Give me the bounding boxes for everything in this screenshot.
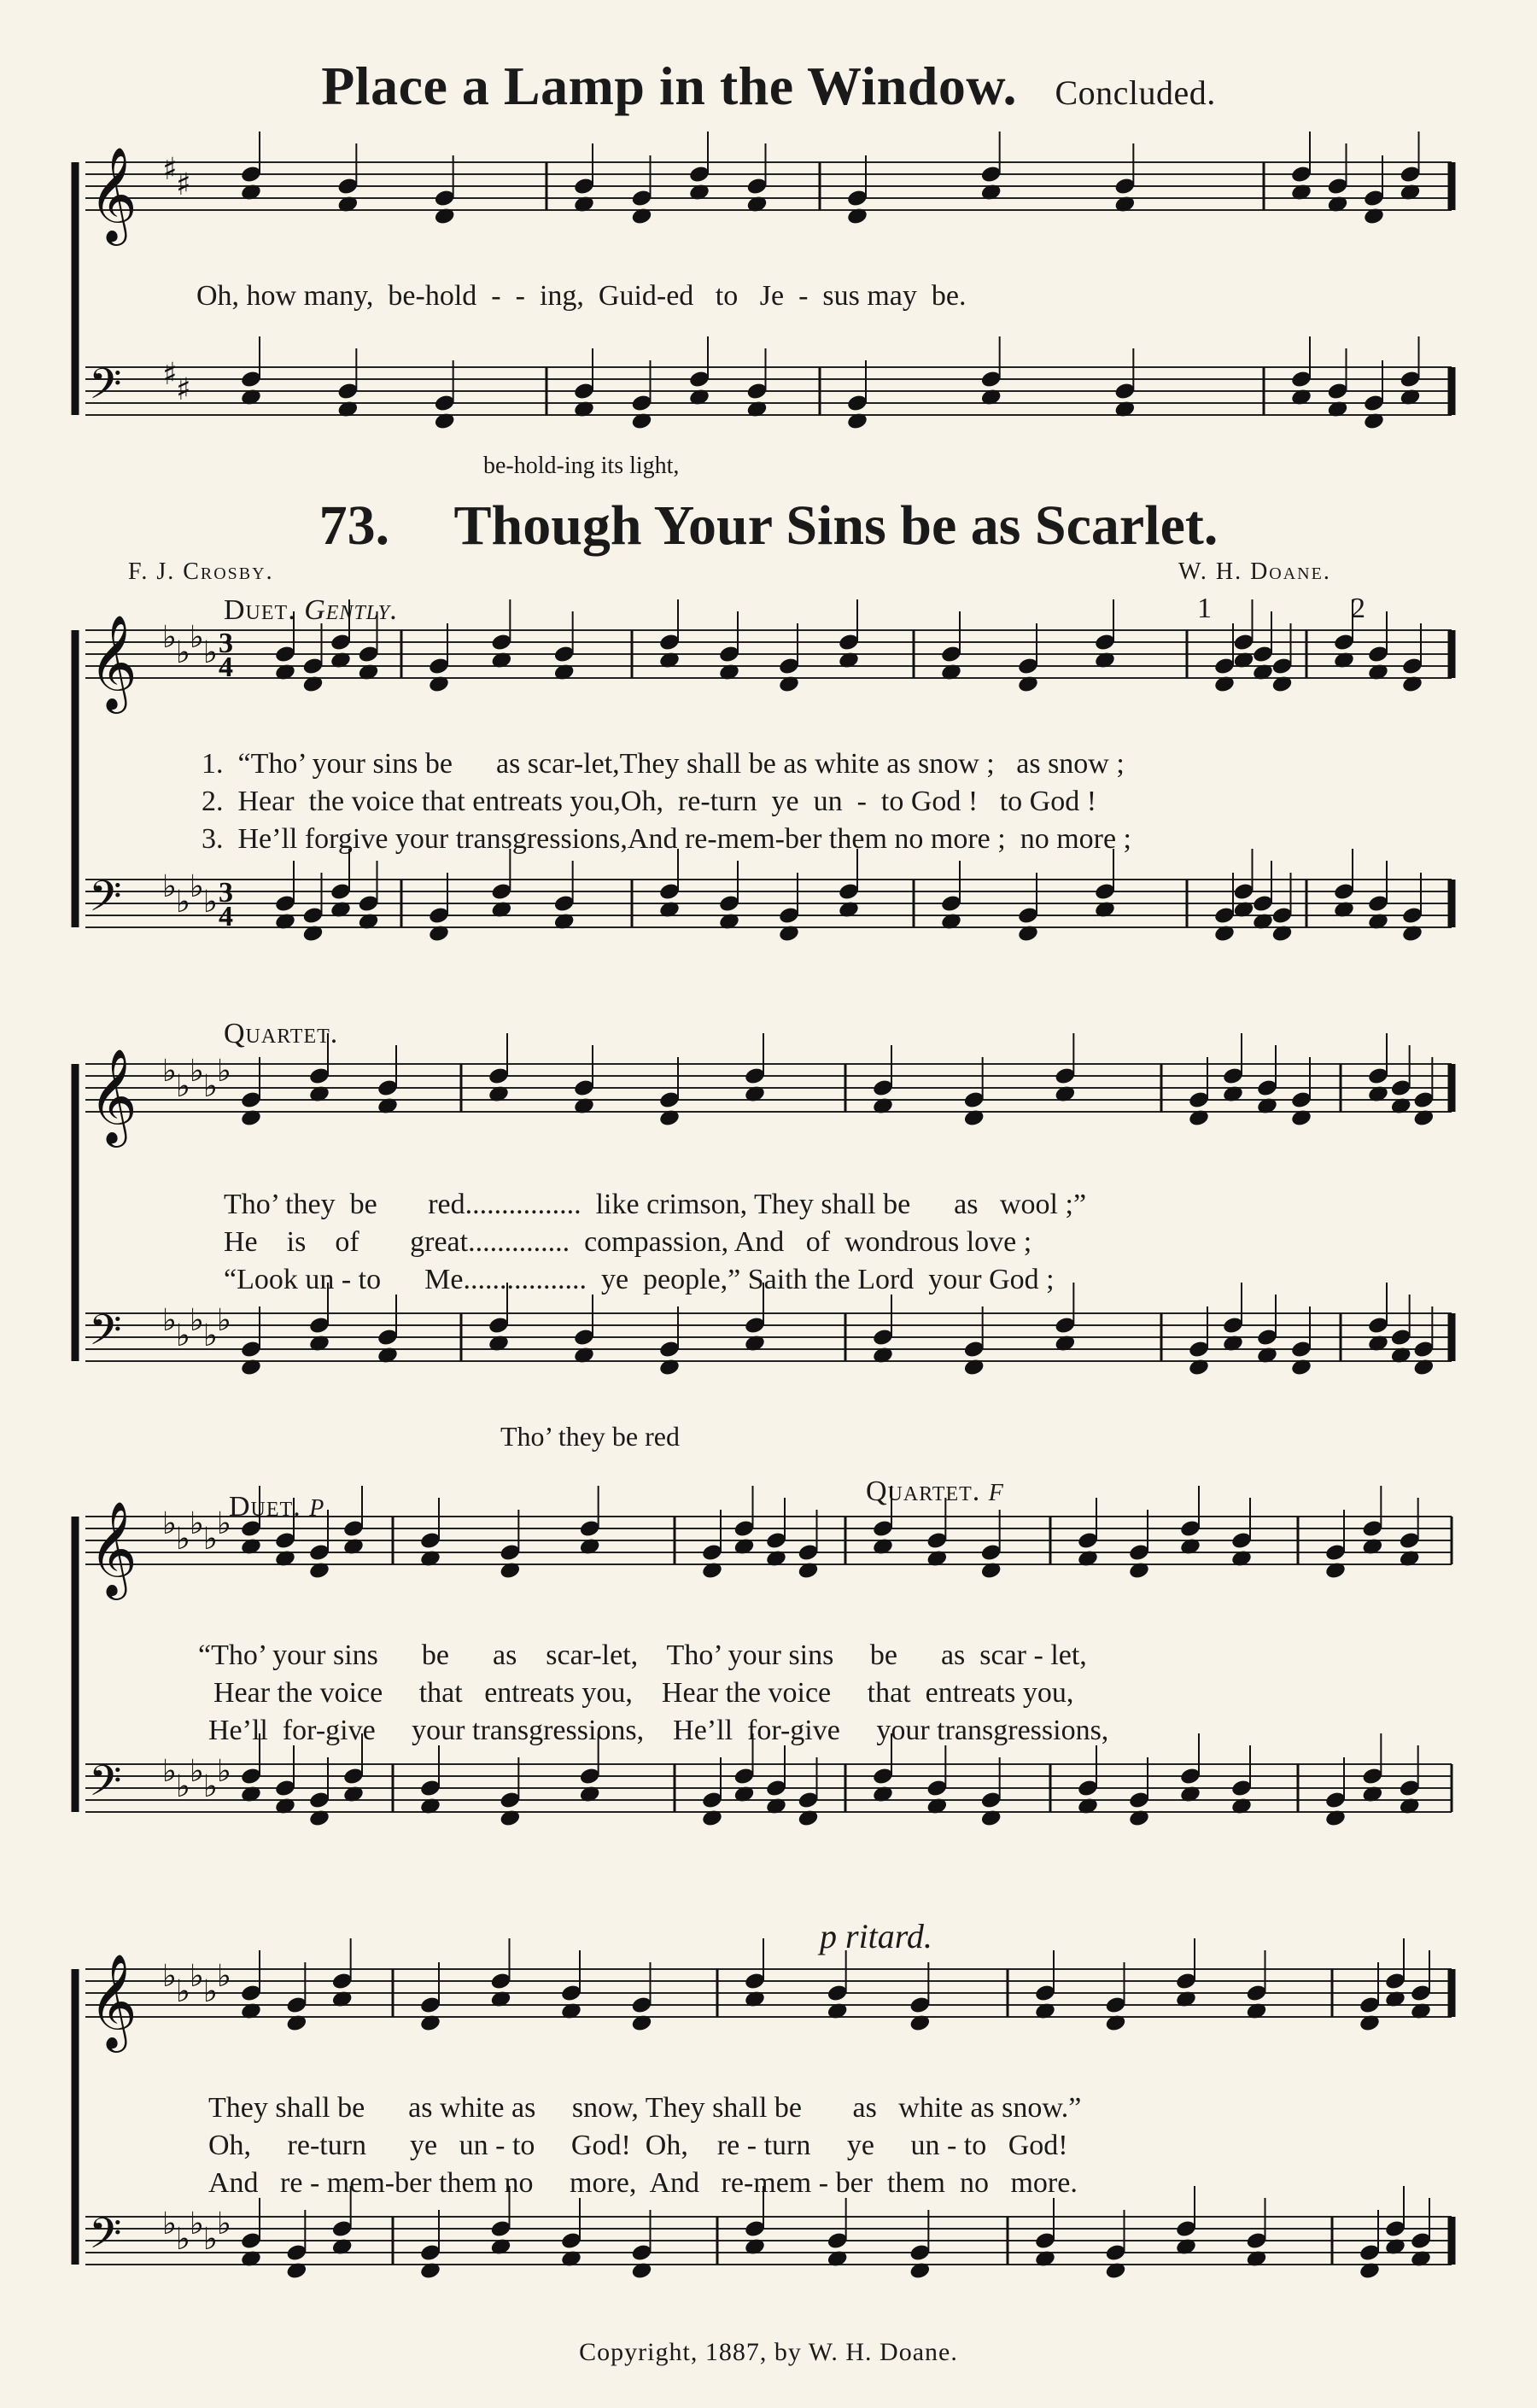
sharp-sign: ♯ — [162, 152, 178, 187]
treble-clef: 𝄞 — [89, 614, 137, 710]
flat-sign: ♭ — [176, 635, 190, 670]
flat-sign: ♭ — [203, 635, 218, 670]
flat-sign: ♭ — [162, 1303, 177, 1338]
flat-sign: ♭ — [176, 1769, 190, 1804]
flat-sign: ♭ — [162, 1754, 177, 1789]
copyright-notice: Copyright, 1887, by W. H. Doane. — [579, 2338, 958, 2366]
time-signature-digit: 4 — [219, 652, 233, 683]
final-verse-line-1: They shall be as white as snow, They shall be as white as snow.” — [208, 2092, 1082, 2124]
treble-clef: 𝄞 — [89, 146, 137, 242]
quartet-verse-line-2: He is of great.............. compassion, And of wondrous love ; — [224, 1226, 1032, 1258]
flat-sign: ♭ — [190, 1054, 204, 1089]
flat-sign: ♭ — [162, 1054, 177, 1089]
flat-sign: ♭ — [162, 869, 177, 904]
time-signature-digit: 3 — [219, 877, 233, 909]
quartet-verse-line-1: Tho’ they be red................ like crimson, They shall be as wool ;” — [224, 1189, 1087, 1220]
bass-clef: 𝄢 — [89, 2209, 122, 2269]
flat-sign: ♭ — [190, 1303, 204, 1338]
verse-line-2: 2. Hear the voice that entreats you,Oh, re-turn ye un - to God ! to God ! — [202, 786, 1097, 817]
refrain-verse-line-1: “Tho’ your sins be as scar-let, Tho’ your sins be as scar - let, — [198, 1639, 1087, 1671]
refrain-verse-line-2: Hear the voice that entreats you, Hear the voice that entreats you, — [213, 1677, 1074, 1709]
final-verse-line-3: And re - mem-ber them no more, And re-mem - ber them no more. — [208, 2167, 1078, 2199]
bass-clef: 𝄢 — [89, 1756, 122, 1816]
flat-sign: ♭ — [203, 885, 218, 920]
treble-clef: 𝄞 — [89, 1048, 137, 1143]
hymn-title-text: Though Your Sins be as Scarlet. — [453, 494, 1218, 557]
flat-sign: ♭ — [217, 1754, 231, 1789]
ritard-marking: p ritard. — [820, 1917, 932, 1955]
ending-2-number: 2 — [1351, 593, 1367, 624]
flat-sign: ♭ — [203, 2222, 218, 2257]
quartet-bass-lyric: Tho’ they be red — [500, 1421, 680, 1452]
flat-sign: ♭ — [203, 1522, 218, 1557]
hymn-number: 73. — [319, 494, 390, 557]
flat-sign: ♭ — [190, 1754, 204, 1789]
concluded-note: Concluded. — [1055, 73, 1216, 112]
final-verse-line-2: Oh, re-turn ye un - to God! Oh, re - turn ye un - to God! — [208, 2130, 1068, 2161]
dynamic-forte: f — [988, 1470, 1004, 1508]
bass-clef: 𝄢 — [89, 359, 122, 419]
flat-sign: ♭ — [203, 1769, 218, 1804]
top-system-lyric: Oh, how many, be-hold - - ing, Guid-ed to Je - sus may be. — [196, 280, 967, 312]
flat-sign: ♭ — [190, 1506, 204, 1541]
flat-sign: ♭ — [217, 1303, 231, 1338]
flat-sign: ♭ — [217, 1054, 231, 1089]
flat-sign: ♭ — [203, 1069, 218, 1104]
flat-sign: ♭ — [162, 2206, 177, 2241]
flat-sign: ♭ — [217, 1959, 231, 1994]
lyricist-credit: F. J. Crosby. — [128, 558, 274, 585]
flat-sign: ♭ — [176, 1069, 190, 1104]
flat-sign: ♭ — [190, 869, 204, 904]
flat-sign: ♭ — [203, 1318, 218, 1353]
bass-clef: 𝄢 — [89, 1306, 122, 1365]
dynamic-piano: p — [309, 1485, 325, 1523]
sharp-sign: ♯ — [176, 167, 191, 202]
sharp-sign: ♯ — [162, 357, 178, 392]
flat-sign: ♭ — [203, 1974, 218, 2009]
quartet-label-2: Quartet. — [866, 1476, 981, 1507]
flat-sign: ♭ — [176, 1318, 190, 1353]
flat-sign: ♭ — [190, 620, 204, 655]
treble-clef: 𝄞 — [89, 1500, 137, 1596]
flat-sign: ♭ — [176, 1974, 190, 2009]
composer-credit: W. H. Doane. — [1178, 558, 1331, 585]
flat-sign: ♭ — [190, 2206, 204, 2241]
flat-sign: ♭ — [162, 1959, 177, 1994]
verse-line-3: 3. He’ll forgive your transgressions,And re-mem-ber them no more ; no more ; — [202, 823, 1131, 855]
time-signature-digit: 3 — [219, 628, 233, 659]
tempo-gently: Gently. — [304, 594, 399, 626]
quartet-marking: Quartet. — [224, 1018, 339, 1049]
flat-sign: ♭ — [217, 2206, 231, 2241]
duet-label: Duet. — [224, 594, 296, 626]
bass-clef: 𝄢 — [89, 872, 122, 932]
duet-label-2: Duet. — [229, 1491, 301, 1523]
time-signature-digit: 4 — [219, 901, 233, 932]
flat-sign: ♭ — [176, 1522, 190, 1557]
flat-sign: ♭ — [190, 1959, 204, 1994]
treble-clef: 𝄞 — [89, 1953, 137, 2049]
flat-sign: ♭ — [162, 620, 177, 655]
flat-sign: ♭ — [162, 1506, 177, 1541]
refrain-verse-line-3: He’ll for-give your transgressions, He’ll for-give your transgressions, — [208, 1715, 1109, 1746]
ending-1-number: 1 — [1197, 593, 1213, 624]
flat-sign: ♭ — [176, 885, 190, 920]
top-system-bass-lyric: be-hold-ing its light, — [483, 453, 680, 479]
sharp-sign: ♯ — [176, 372, 191, 407]
verse-line-1: 1. “Tho’ your sins be as scar-let,They shall be as white as snow ; as snow ; — [202, 748, 1125, 780]
flat-sign: ♭ — [176, 2222, 190, 2257]
flat-sign: ♭ — [217, 1506, 231, 1541]
continued-hymn-title-text: Place a Lamp in the Window. — [321, 56, 1017, 116]
quartet-verse-line-3: “Look un - to Me................. ye people,” Saith the Lord your God ; — [224, 1264, 1055, 1295]
